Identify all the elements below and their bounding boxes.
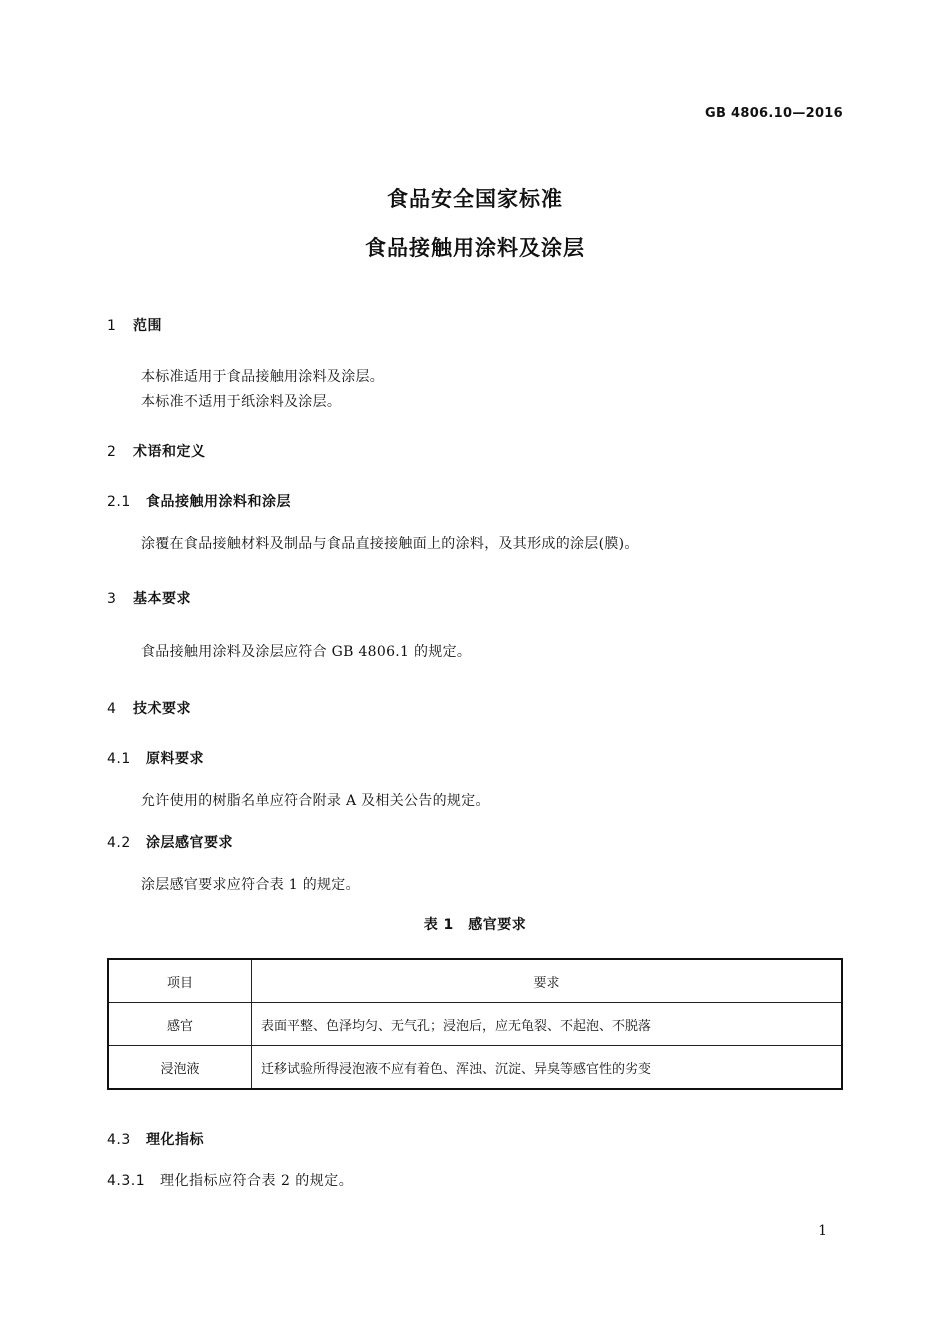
paragraph: 食品接触用涂料及涂层应符合 GB 4806.1 的规定。 <box>141 644 472 660</box>
table-row <box>108 1003 842 1046</box>
section-2-1-heading <box>107 491 291 511</box>
section-title: 食品接触用涂料和涂层 <box>146 494 291 510</box>
section-number: 4.3 <box>107 1132 131 1148</box>
section-4-3-heading <box>107 1129 204 1149</box>
paragraph: 本标准适用于食品接触用涂料及涂层。 <box>141 369 385 385</box>
section-title: 原料要求 <box>146 751 204 767</box>
paragraph: 涂覆在食品接触材料及制品与食品直接接触面上的涂料，及其形成的涂层(膜)。 <box>141 536 639 552</box>
section-title: 基本要求 <box>133 591 191 607</box>
section-number: 4.2 <box>107 835 131 851</box>
table-header-cell: 要求 <box>252 959 843 1003</box>
section-3-heading <box>107 588 191 608</box>
sensory-requirements-table <box>107 958 843 1090</box>
standard-number: GB 4806.10—2016 <box>705 106 843 121</box>
document-title-line1: 食品安全国家标准 <box>387 187 563 211</box>
paragraph: 涂层感官要求应符合表 1 的规定。 <box>141 877 360 893</box>
paragraph: 允许使用的树脂名单应符合附录 A 及相关公告的规定。 <box>141 793 490 809</box>
table-row <box>108 1046 842 1090</box>
section-4-heading <box>107 698 191 718</box>
section-2-heading <box>107 441 206 461</box>
paragraph: 理化指标应符合表 2 的规定。 <box>160 1173 354 1189</box>
section-number: 4 <box>107 701 117 717</box>
section-4-1-heading <box>107 748 204 768</box>
paragraph: 本标准不适用于纸涂料及涂层。 <box>141 394 342 410</box>
section-title: 范围 <box>133 318 162 334</box>
table-cell: 感官 <box>108 1003 252 1046</box>
section-number: 4.1 <box>107 751 131 767</box>
table-header-row <box>108 959 842 1003</box>
page-number: 1 <box>818 1223 827 1239</box>
table-header-cell: 项目 <box>108 959 252 1003</box>
table-caption: 表 1 感官要求 <box>423 917 527 933</box>
section-title: 术语和定义 <box>133 444 206 460</box>
section-1-heading <box>107 315 162 335</box>
document-title-line2: 食品接触用涂料及涂层 <box>365 236 585 260</box>
section-number: 1 <box>107 318 117 334</box>
section-number: 4.3.1 <box>107 1173 146 1189</box>
table-cell: 迁移试验所得浸泡液不应有着色、浑浊、沉淀、异臭等感官性的劣变 <box>252 1046 843 1090</box>
section-4-2-heading <box>107 832 233 852</box>
section-number: 3 <box>107 591 117 607</box>
section-title: 涂层感官要求 <box>146 835 233 851</box>
table-cell: 浸泡液 <box>108 1046 252 1090</box>
section-number: 2 <box>107 444 117 460</box>
section-title: 技术要求 <box>133 701 191 717</box>
section-number: 2.1 <box>107 494 131 510</box>
table-cell: 表面平整、色泽均匀、无气孔；浸泡后，应无龟裂、不起泡、不脱落 <box>252 1003 843 1046</box>
section-4-3-1-paragraph <box>107 1170 353 1190</box>
section-title: 理化指标 <box>146 1132 204 1148</box>
